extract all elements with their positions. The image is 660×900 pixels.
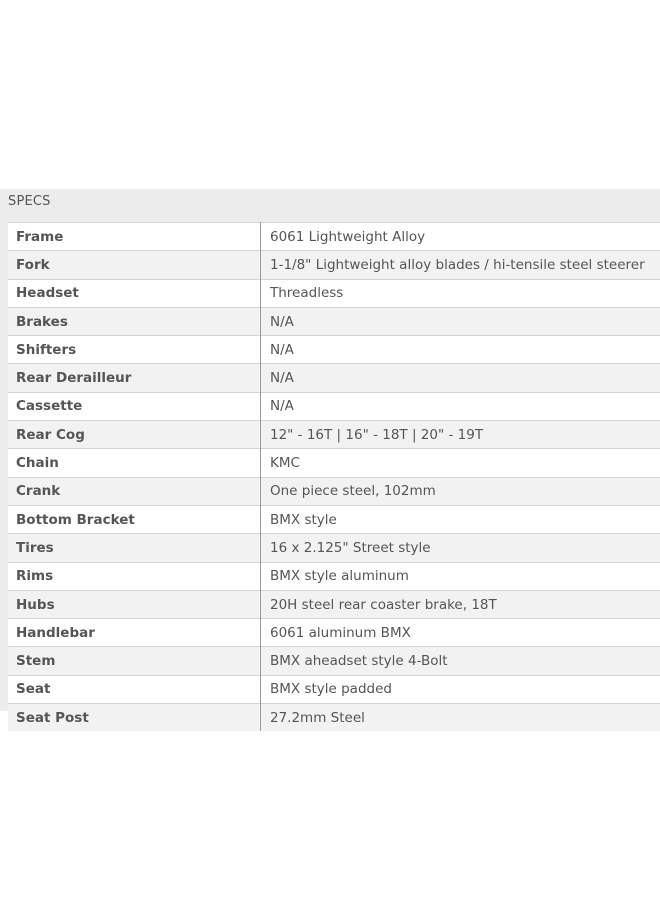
- table-row: [8, 675, 660, 703]
- spec-value: 27.2mm Steel: [261, 704, 660, 732]
- spec-value: 1-1/8" Lightweight alloy blades / hi-tensile steel steerer: [261, 251, 660, 279]
- spec-value: N/A: [261, 392, 660, 420]
- table-row: [8, 251, 660, 279]
- table-row: [8, 590, 660, 618]
- spec-label: Rims: [8, 562, 261, 590]
- table-row: [8, 534, 660, 562]
- spec-value: N/A: [261, 307, 660, 335]
- table-row: [8, 336, 660, 364]
- table-row: [8, 223, 660, 251]
- spec-value: BMX style: [261, 505, 660, 533]
- spec-label: Headset: [8, 279, 261, 307]
- table-row: [8, 477, 660, 505]
- spec-label: Cassette: [8, 392, 261, 420]
- specs-panel: [0, 189, 660, 726]
- table-row: [8, 449, 660, 477]
- spec-value: 6061 Lightweight Alloy: [261, 223, 660, 251]
- table-row: [8, 562, 660, 590]
- spec-label: Rear Derailleur: [8, 364, 261, 392]
- spec-label: Crank: [8, 477, 261, 505]
- spec-label: Fork: [8, 251, 261, 279]
- spec-value: One piece steel, 102mm: [261, 477, 660, 505]
- spec-label: Seat Post: [8, 704, 261, 732]
- table-row: [8, 704, 660, 732]
- spec-value: N/A: [261, 336, 660, 364]
- spec-value: N/A: [261, 364, 660, 392]
- spec-value: 16 x 2.125" Street style: [261, 534, 660, 562]
- table-row: [8, 505, 660, 533]
- spec-label: Bottom Bracket: [8, 505, 261, 533]
- spec-value: BMX style padded: [261, 675, 660, 703]
- table-row: [8, 279, 660, 307]
- spec-value: 6061 aluminum BMX: [261, 619, 660, 647]
- spec-label: Rear Cog: [8, 421, 261, 449]
- spec-label: Shifters: [8, 336, 261, 364]
- spec-label: Stem: [8, 647, 261, 675]
- table-row: [8, 392, 660, 420]
- specs-table: [8, 222, 660, 731]
- spec-label: Brakes: [8, 307, 261, 335]
- table-row: [8, 647, 660, 675]
- table-row: [8, 307, 660, 335]
- table-row: [8, 421, 660, 449]
- table-row: [8, 364, 660, 392]
- spec-label: Frame: [8, 223, 261, 251]
- spec-label: Seat: [8, 675, 261, 703]
- spec-value: 12" - 16T | 16" - 18T | 20" - 19T: [261, 421, 660, 449]
- spec-label: Hubs: [8, 590, 261, 618]
- spec-value: BMX aheadset style 4-Bolt: [261, 647, 660, 675]
- table-row: [8, 619, 660, 647]
- spec-value: 20H steel rear coaster brake, 18T: [261, 590, 660, 618]
- spec-value: Threadless: [261, 279, 660, 307]
- spec-label: Handlebar: [8, 619, 261, 647]
- specs-heading: SPECS: [8, 194, 51, 209]
- spec-label: Chain: [8, 449, 261, 477]
- spec-value: BMX style aluminum: [261, 562, 660, 590]
- spec-label: Tires: [8, 534, 261, 562]
- spec-value: KMC: [261, 449, 660, 477]
